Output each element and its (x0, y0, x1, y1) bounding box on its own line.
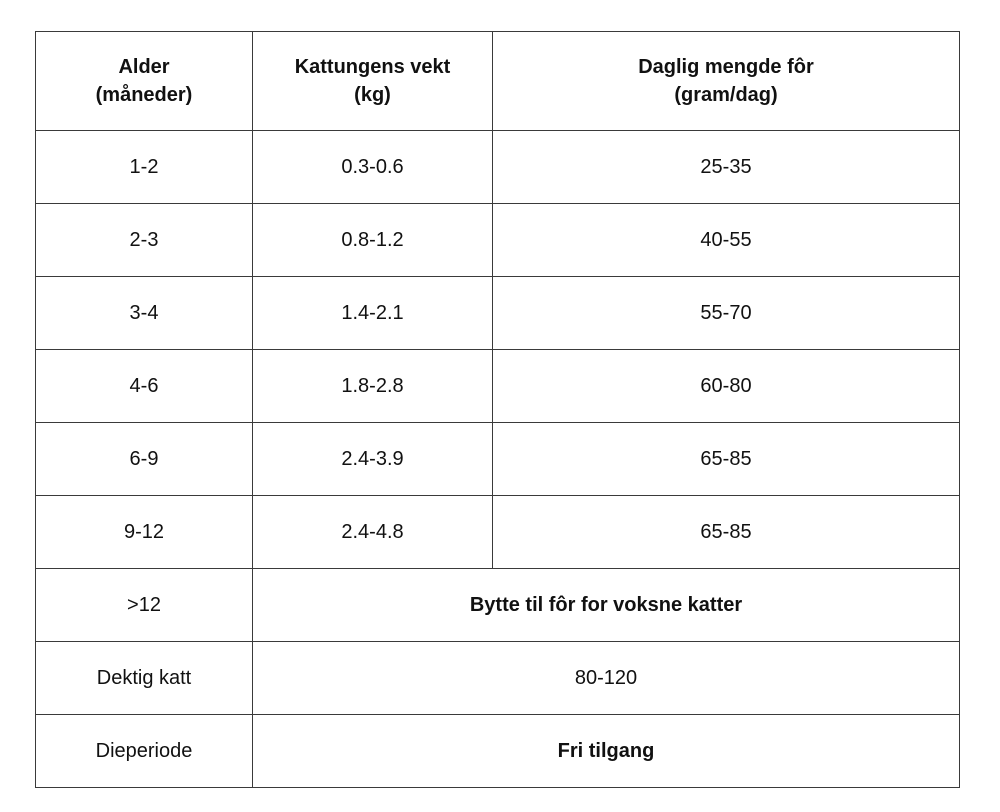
cell-age: Dieperiode (36, 715, 253, 788)
table-row-merged (36, 642, 960, 715)
cell-weight: 1.4-2.1 (253, 277, 493, 350)
cell-amount: 40-55 (493, 204, 960, 277)
header-age-line-1: Alder (118, 56, 170, 78)
table-row (36, 350, 960, 423)
cell-merged-value: 80-120 (253, 642, 960, 715)
header-row (36, 32, 960, 131)
cell-age: 6-9 (36, 423, 253, 496)
header-age-line-2: (måneder) (95, 84, 193, 106)
header-amount-line-1: Daglig mengde fôr (638, 56, 814, 78)
cell-amount: 55-70 (493, 277, 960, 350)
header-weight-line-2: (kg) (354, 84, 391, 106)
cell-weight: 2.4-3.9 (253, 423, 493, 496)
cell-age: 3-4 (36, 277, 253, 350)
cell-amount: 65-85 (493, 423, 960, 496)
cell-amount: 25-35 (493, 131, 960, 204)
cell-age: 9-12 (36, 496, 253, 569)
header-age (36, 32, 253, 131)
cell-age: 2-3 (36, 204, 253, 277)
cell-weight: 2.4-4.8 (253, 496, 493, 569)
table-row-merged (36, 715, 960, 788)
header-weight-line-1: Kattungens vekt (294, 56, 451, 78)
header-amount (493, 32, 960, 131)
table-row (36, 204, 960, 277)
cell-age: 1-2 (36, 131, 253, 204)
cell-weight: 0.3-0.6 (253, 131, 493, 204)
kitten-feeding-table (35, 31, 960, 788)
cell-age: Dektig katt (36, 642, 253, 715)
table-row (36, 423, 960, 496)
cell-amount: 60-80 (493, 350, 960, 423)
cell-merged-value: Bytte til fôr for voksne katter (253, 569, 960, 642)
header-amount-line-2: (gram/dag) (674, 84, 778, 106)
table-row (36, 277, 960, 350)
cell-age: 4-6 (36, 350, 253, 423)
header-weight (253, 32, 493, 131)
cell-weight: 1.8-2.8 (253, 350, 493, 423)
cell-weight: 0.8-1.2 (253, 204, 493, 277)
table-row-merged (36, 569, 960, 642)
cell-age: >12 (36, 569, 253, 642)
table-row (36, 496, 960, 569)
table-row (36, 131, 960, 204)
cell-merged-value: Fri tilgang (253, 715, 960, 788)
cell-amount: 65-85 (493, 496, 960, 569)
